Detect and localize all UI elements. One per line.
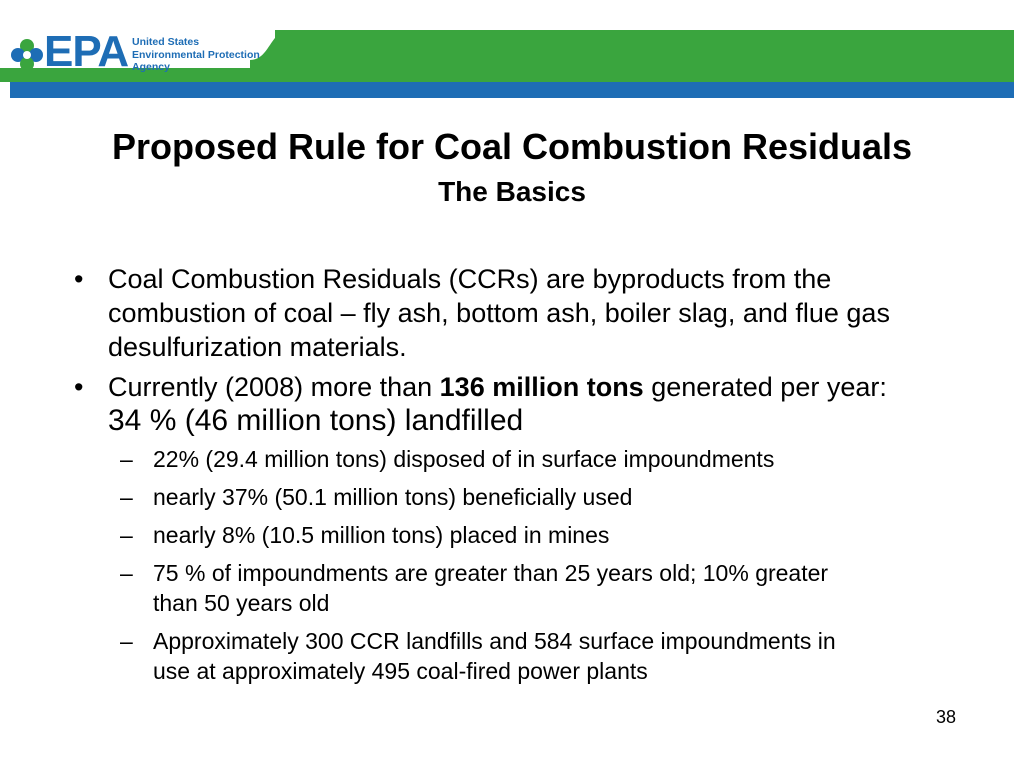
- bullet-item: [72, 370, 912, 438]
- bullet-text: Coal Combustion Residuals (CCRs) are byproducts from the combustion of coal – fly ash, bottom ash, boiler slag, and flue gas desulfurization materials.: [108, 264, 890, 362]
- slide-body: [72, 262, 912, 694]
- sub-bullet-item: [108, 558, 873, 618]
- sub-bullet-text: 75 % of impoundments are greater than 25 years old; 10% greater than 50 years old: [153, 560, 829, 616]
- sub-bullet-item: [108, 626, 873, 686]
- bullet-large-text: 34 % (46 million tons) landfilled: [108, 404, 524, 437]
- bullet-marker: •: [74, 264, 84, 294]
- sub-bullet-marker: –: [120, 484, 133, 510]
- bullet-item: [72, 262, 912, 364]
- bullet-marker: •: [74, 372, 84, 402]
- bullet-text: Currently (2008) more than: [108, 372, 440, 402]
- sub-bullet-marker: –: [120, 446, 133, 472]
- sub-bullet-marker: –: [120, 522, 133, 548]
- sub-bullet-item: [108, 444, 873, 474]
- sub-bullet-item: [108, 482, 873, 512]
- sub-bullet-text: 22% (29.4 million tons) disposed of in surface impoundments: [153, 446, 775, 472]
- epa-logo-text: EPA: [44, 27, 129, 76]
- header-green-band: [270, 30, 1014, 82]
- page-subtitle: The Basics: [438, 176, 586, 207]
- bullet-text: generated per year:: [643, 372, 887, 402]
- sub-bullet-text: nearly 37% (50.1 million tons) beneficially used: [153, 484, 633, 510]
- sub-bullet-text: nearly 8% (10.5 million tons) placed in mines: [153, 522, 610, 548]
- sub-bullet-marker: –: [120, 560, 133, 586]
- bullet-bold-text: 136 million tons: [439, 372, 644, 402]
- epa-flower-icon: [8, 36, 46, 74]
- page-title: Proposed Rule for Coal Combustion Residuals: [111, 126, 913, 167]
- header-blue-band: [10, 82, 1014, 98]
- sub-bullet-marker: –: [120, 628, 133, 654]
- agency-name: United States Environmental Protection Agency: [132, 36, 260, 73]
- page-number: 38: [936, 707, 957, 727]
- sub-bullet-text: Approximately 300 CCR landfills and 584 surface impoundments in use at approximately 495 coal-fired power plants: [153, 628, 836, 684]
- sub-bullet-item: [108, 520, 873, 550]
